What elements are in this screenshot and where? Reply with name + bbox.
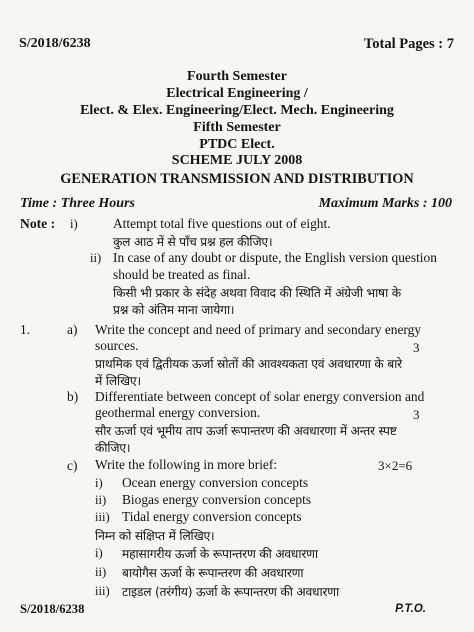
q1b-marks: 3 — [413, 407, 420, 422]
scheme-title: SCHEME JULY 2008 — [171, 153, 303, 168]
q1c-hindi-item-text: टाइडल (तरंगीय) ऊर्जा के रूपान्तरण की अवधारणा — [122, 585, 340, 599]
exam-time: Time : Three Hours — [20, 196, 135, 211]
q1c-label: c) — [67, 458, 78, 473]
q1c-marks: 3×2=6 — [378, 458, 413, 473]
note-ii-english-line2: should be treated as final. — [113, 267, 251, 282]
q1c-item-number: i) — [95, 476, 103, 490]
q1a-label: a) — [67, 322, 78, 337]
note-i-hindi: कुल आठ में से पाँच प्रश्न हल कीजिए। — [113, 235, 273, 249]
q1c-hindi-item-text: महासागरीय ऊर्जा के रूपान्तरण की अवधारणा — [122, 547, 318, 561]
question-number: 1. — [20, 322, 31, 337]
total-pages: Total Pages : 7 — [363, 36, 454, 52]
q1b-english-line1: Differentiate between concept of solar energy conversion and — [95, 389, 425, 404]
q1a-hindi-line1: प्राथमिक एवं द्वितीयक ऊर्जा स्रोतों की आवश्यकता एवं अवधारणा के बारे — [95, 357, 402, 371]
q1a-english-line1: Write the concept and need of primary and secondary energy — [95, 322, 422, 337]
q1c-item-text: Ocean energy conversion concepts — [122, 475, 309, 490]
note-ii-hindi-line2: प्रश्न को अंतिम माना जायेगा। — [113, 303, 235, 317]
note-i-number: i) — [70, 217, 78, 231]
note-ii-number: ii) — [90, 251, 102, 265]
note-label: Note : — [20, 216, 56, 231]
semester-title: Fourth Semester — [187, 69, 287, 84]
q1c-hindi-item-number: i) — [95, 546, 103, 560]
note-ii-english-line1: In case of any doubt or dispute, the English version question — [113, 250, 437, 265]
q1a-english-line2: sources. — [95, 338, 139, 353]
subject-title: GENERATION TRANSMISSION AND DISTRIBUTION — [60, 171, 414, 187]
max-marks: Maximum Marks : 100 — [318, 196, 452, 211]
q1c-hindi-item-number: iii) — [95, 584, 110, 598]
q1b-hindi-line2: कीजिए। — [95, 441, 131, 455]
q1c-item-number: iii) — [95, 510, 110, 524]
q1a-hindi-line2: में लिखिए। — [95, 374, 141, 388]
semester2-title: Fifth Semester — [193, 120, 281, 135]
note-ii-hindi-line1: किसी भी प्रकार के संदेह अथवा विवाद की स्थिति में अंग्रेजी भाषा के — [113, 286, 401, 300]
footer-code: S/2018/6238 — [20, 602, 85, 616]
pto-label: P.T.O. — [395, 603, 426, 615]
q1c-item-text: Tidal energy conversion concepts — [122, 509, 302, 524]
q1a-marks: 3 — [413, 340, 420, 355]
q1b-hindi-line1: सौर ऊर्जा एवं भूमीय ताप ऊर्जा रूपान्तरण की अवधारणा में अन्तर स्पष्ट — [95, 424, 397, 438]
q1b-label: b) — [67, 389, 79, 404]
q1c-hindi: निम्न को संक्षिप्त में लिखिए। — [95, 529, 215, 543]
q1c-item-text: Biogas energy conversion concepts — [122, 492, 312, 507]
branches-title: Elect. & Elex. Engineering/Elect. Mech. Engineering — [80, 103, 394, 118]
paper-code: S/2018/6238 — [19, 36, 91, 51]
q1c-hindi-item-number: ii) — [95, 565, 107, 579]
q1c-hindi-item-text: बायोगैस ऊर्जा के रूपान्तरण की अवधारणा — [122, 566, 304, 580]
branch-title: Electrical Engineering / — [166, 86, 308, 101]
note-i-english: Attempt total five questions out of eight. — [113, 216, 331, 231]
q1c-english: Write the following in more brief: — [95, 457, 278, 472]
q1c-item-number: ii) — [95, 493, 107, 507]
q1b-english-line2: geothermal energy conversion. — [95, 405, 261, 420]
program-title: PTDC Elect. — [199, 137, 275, 152]
